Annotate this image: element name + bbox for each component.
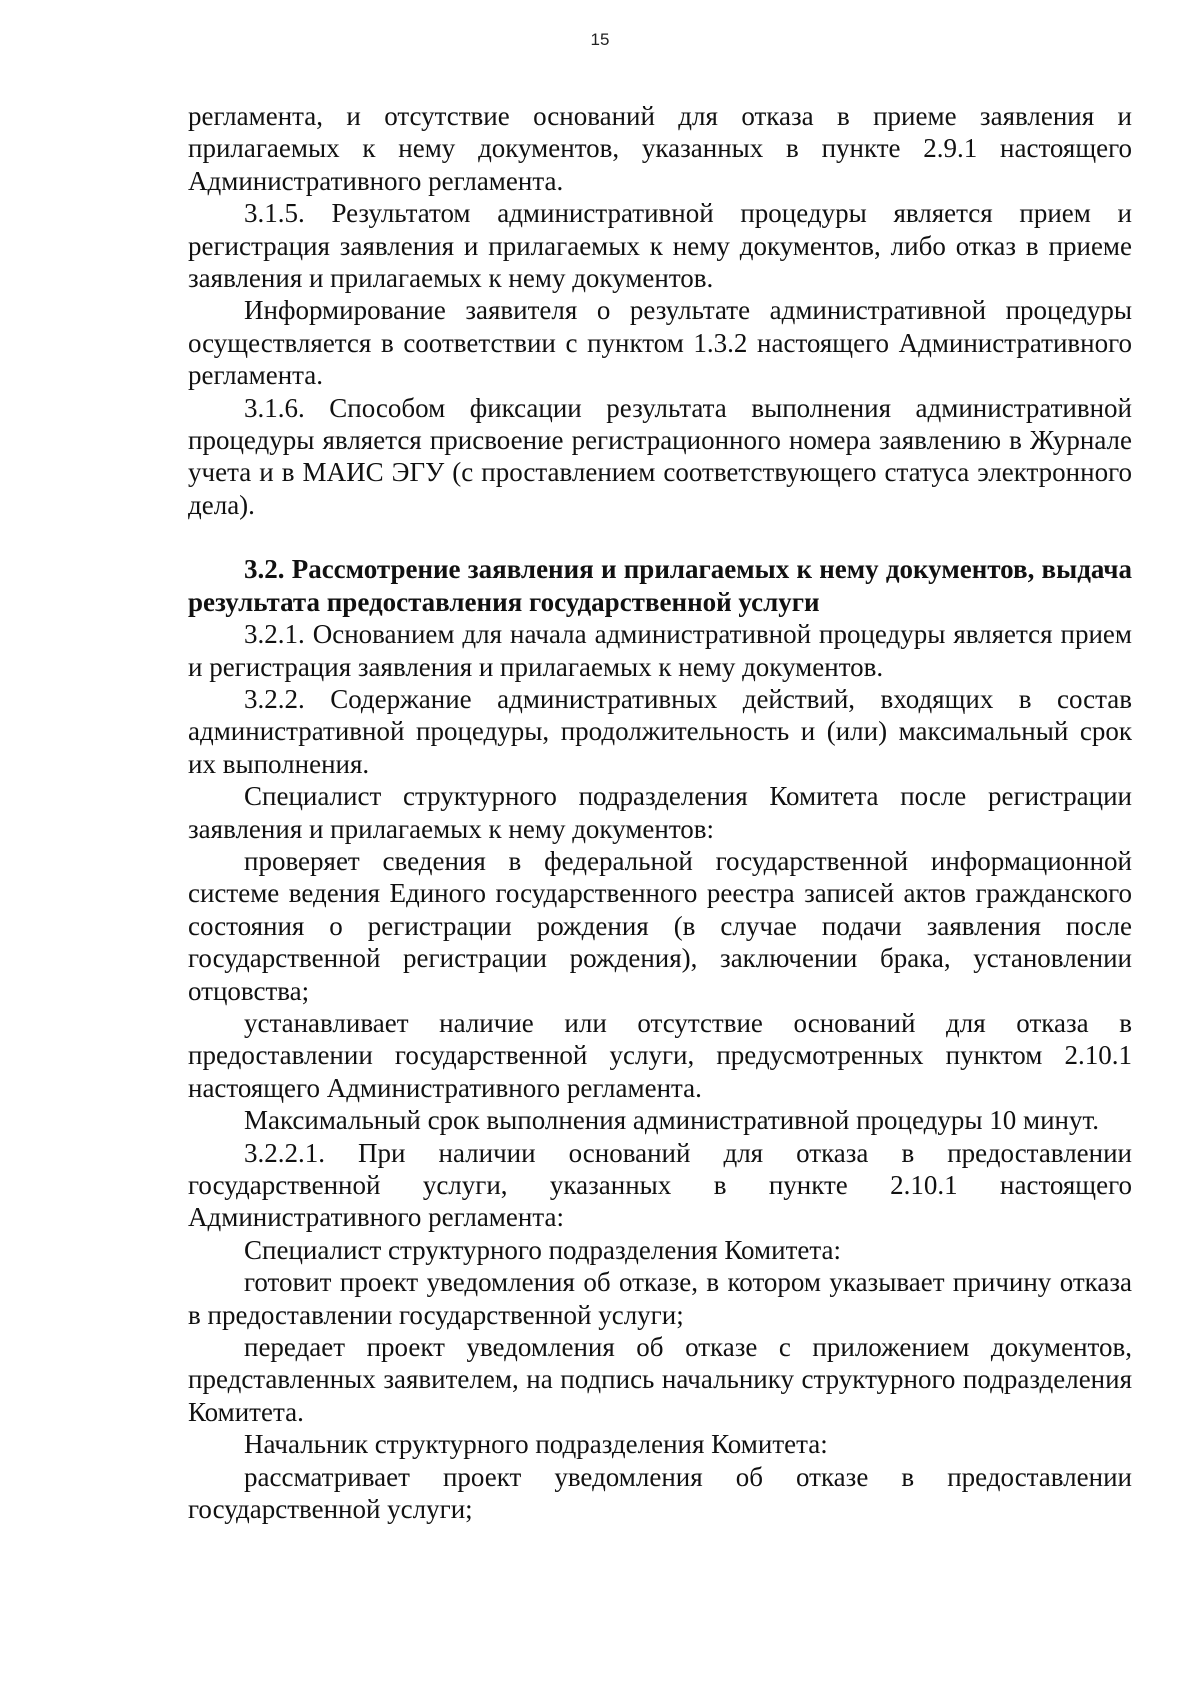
- paragraph: готовит проект уведомления об отказе, в котором указывает причину отказа в предоставлении государственной услуги;: [188, 1267, 1132, 1330]
- paragraph: Специалист структурного подразделения Комитета:: [244, 1234, 841, 1265]
- document-body: [188, 100, 1132, 1525]
- paragraph: рассматривает проект уведомления об отказе в предоставлении государственной услуги;: [188, 1461, 1132, 1525]
- paragraph: устанавливает наличие или отсутствие оснований для отказа в предоставлении государственной услуги, предусмотренных пунктом 2.10.1 настоящего Административного регламента.: [188, 1007, 1132, 1103]
- section-heading: 3.2. Рассмотрение заявления и прилагаемых к нему документов, выдача результата предоставления государственной услуги: [188, 554, 1132, 617]
- paragraph: Начальник структурного подразделения Комитета:: [244, 1429, 828, 1460]
- page-number: 15: [590, 30, 610, 49]
- paragraph: регламента, и отсутствие оснований для отказа в приеме заявления и прилагаемых к нему документов, указанных в пункте 2.9.1 настоящего Административного регламента.: [188, 101, 1132, 196]
- paragraph: 3.2.2.1. При наличии оснований для отказа в предоставлении государственной услуги, указанных в пункте 2.10.1 настоящего Административного регламента:: [188, 1137, 1132, 1233]
- paragraph: Максимальный срок выполнения административной процедуры 10 минут.: [244, 1105, 1099, 1136]
- paragraph: Информирование заявителя о результате административной процедуры осуществляется в соответствии с пунктом 1.3.2 настоящего Административного регламента.: [188, 295, 1132, 391]
- paragraph: 3.2.2. Содержание административных действий, входящих в состав административной процедуры, продолжительность и (или) максимальный срок их выполнения.: [188, 683, 1132, 779]
- paragraph: 3.2.1. Основанием для начала административной процедуры является прием и регистрация заявления и прилагаемых к нему документов.: [188, 619, 1132, 682]
- paragraph: 3.1.6. Способом фиксации результата выполнения административной процедуры является присвоение регистрационного номера заявлению в Журнале учета и в МАИС ЭГУ (с проставлением соответствующего статуса электронного дела).: [188, 392, 1132, 520]
- paragraph: Специалист структурного подразделения Комитета после регистрации заявления и прилагаемых к нему документов:: [188, 781, 1132, 844]
- paragraph: 3.1.5. Результатом административной процедуры является прием и регистрация заявления и прилагаемых к нему документов, либо отказ в приеме заявления и прилагаемых к нему документов.: [188, 198, 1132, 294]
- section-gap: [188, 521, 1132, 553]
- paragraph: проверяет сведения в федеральной государственной информационной системе ведения Единого государственного реестра записей актов гражданского состояния о регистрации рождения (в случае подачи заявления после государственной регистрации рождения), заключении брака, установлении отцовства;: [188, 845, 1132, 1006]
- paragraph: передает проект уведомления об отказе с приложением документов, представленных заявителем, на подпись начальнику структурного подразделения Комитета.: [188, 1332, 1132, 1427]
